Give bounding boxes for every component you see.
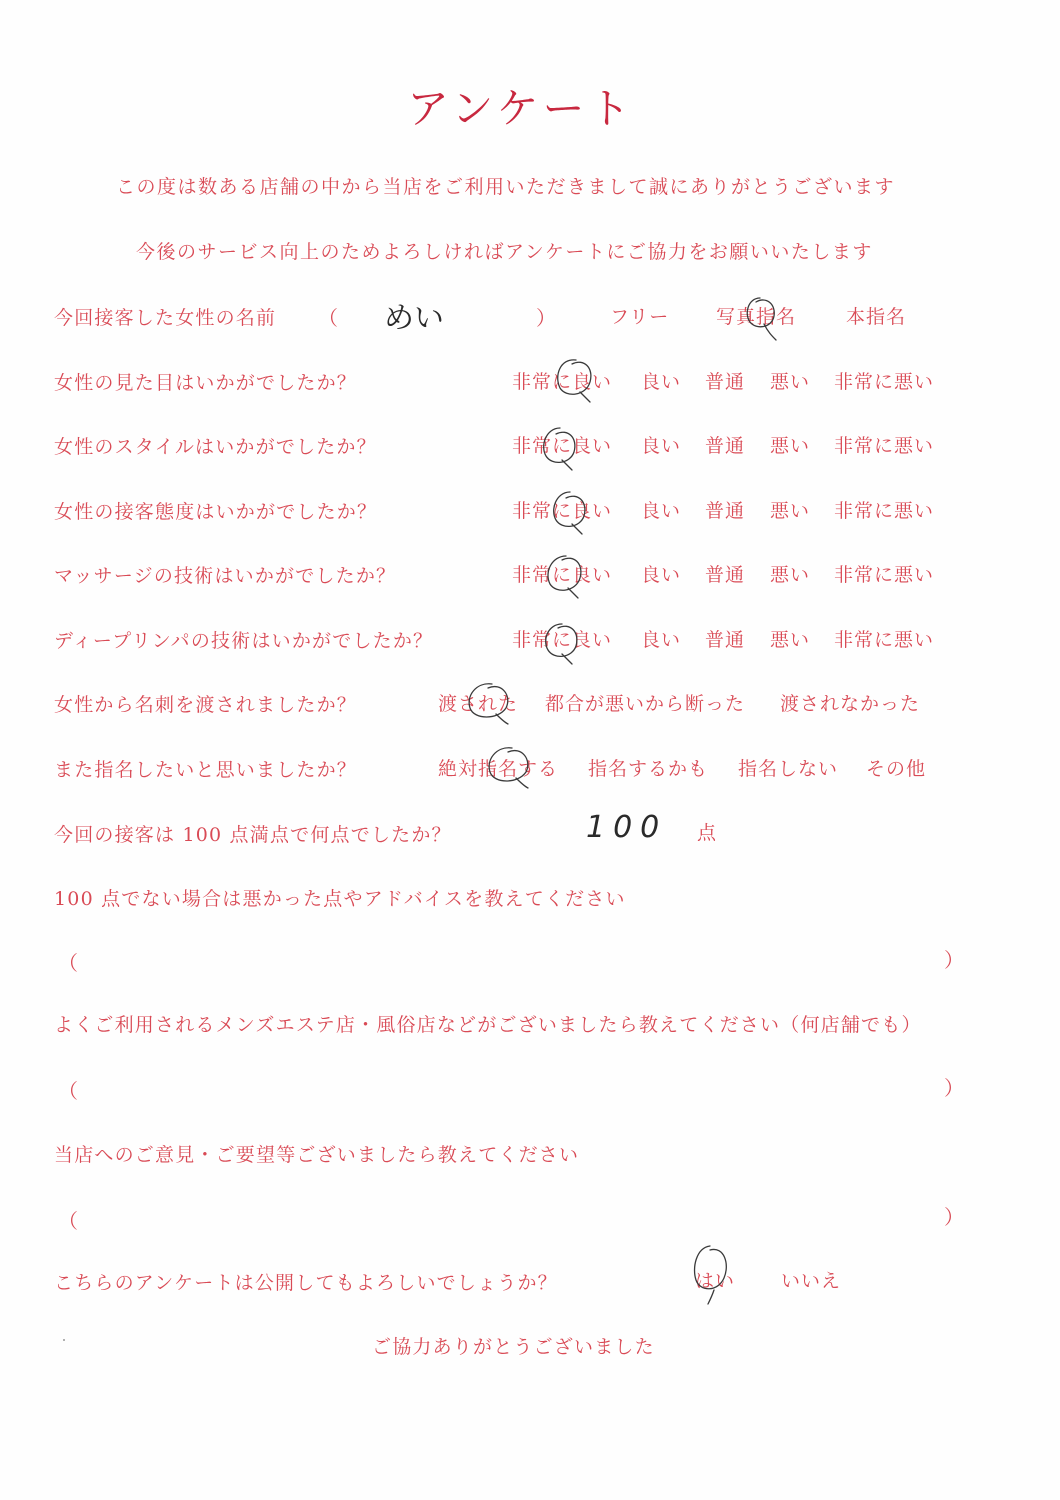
rating-option-bad[interactable]: 悪い: [770, 371, 811, 393]
shops-answer[interactable]: [90, 1075, 930, 1101]
score-answer[interactable]: 100: [586, 810, 668, 845]
intro-line-1: この度は数ある店舗の中から当店をご利用いただきまして誠にありがとうございます: [116, 176, 896, 198]
advice-answer[interactable]: [90, 947, 930, 973]
rating-question-label: 女性の接客態度はいかがでしたか？: [54, 501, 378, 523]
option-definitely[interactable]: 絶対指名する: [438, 758, 559, 780]
rating-option-good[interactable]: 良い: [641, 564, 682, 586]
intro-line-2: 今後のサービス向上のためよろしければアンケートにご協力をお願いいたします: [136, 241, 873, 263]
question-score-label: 今回の接客は 100 点満点で何点でしたか？: [54, 824, 452, 846]
option-other[interactable]: その他: [866, 758, 927, 780]
rating-option-very-good[interactable]: 非常に良い: [512, 500, 613, 522]
rating-option-very-bad[interactable]: 非常に悪い: [834, 500, 935, 522]
question-publish-label: こちらのアンケートは公開してもよろしいでしょうか？: [54, 1272, 558, 1294]
opinion-close-paren: ）: [944, 1205, 964, 1229]
rating-option-very-bad[interactable]: 非常に悪い: [834, 371, 935, 393]
question-advice-label: 100 点でない場合は悪かった点やアドバイスを教えてください: [54, 888, 626, 910]
name-answer[interactable]: めい: [384, 301, 444, 336]
option-not-received[interactable]: 渡されなかった: [780, 693, 921, 715]
option-regular-nomination[interactable]: 本指名: [846, 306, 907, 328]
hand-circle-mark: [742, 294, 782, 344]
rating-option-very-good[interactable]: 非常に良い: [512, 435, 613, 457]
rating-option-good[interactable]: 良い: [641, 371, 682, 393]
rating-question-label: 女性のスタイルはいかがでしたか？: [54, 436, 377, 458]
rating-option-very-good[interactable]: 非常に良い: [512, 629, 613, 651]
shops-close-paren: ）: [944, 1076, 964, 1100]
hand-circle-mark: [482, 744, 538, 790]
hand-circle-mark: [550, 356, 600, 406]
hand-circle-mark: [462, 680, 518, 726]
hand-circle-mark: [538, 618, 588, 668]
rating-question-label: マッサージの技術はいかがでしたか？: [54, 565, 397, 587]
rating-option-average[interactable]: 普通: [705, 371, 746, 393]
rating-option-good[interactable]: 良い: [641, 629, 682, 651]
hand-circle-mark: [540, 552, 590, 602]
rating-option-bad[interactable]: 悪い: [770, 500, 811, 522]
option-received[interactable]: 渡された: [438, 693, 519, 715]
rating-option-very-bad[interactable]: 非常に悪い: [834, 564, 935, 586]
score-unit: 点: [697, 822, 718, 844]
name-open-paren: （: [318, 306, 338, 330]
rating-option-average[interactable]: 普通: [705, 500, 746, 522]
closing-message: ご協力ありがとうございました: [372, 1336, 655, 1358]
rating-option-very-good[interactable]: 非常に良い: [512, 564, 613, 586]
page-title: アンケート: [407, 84, 635, 133]
opinion-open-paren: （: [58, 1209, 78, 1233]
option-free[interactable]: フリー: [610, 306, 670, 328]
option-no[interactable]: いいえ: [781, 1270, 842, 1292]
hand-circle-mark: [688, 1242, 734, 1306]
option-photo-nomination[interactable]: 写真指名: [716, 306, 797, 328]
rating-option-good[interactable]: 良い: [641, 435, 682, 457]
rating-option-good[interactable]: 良い: [641, 500, 682, 522]
option-declined[interactable]: 都合が悪いから断った: [545, 693, 746, 715]
rating-option-bad[interactable]: 悪い: [770, 564, 811, 586]
rating-option-average[interactable]: 普通: [705, 564, 746, 586]
option-no[interactable]: 指名しない: [738, 758, 839, 780]
rating-question-label: ディープリンパの技術はいかがでしたか？: [54, 630, 434, 652]
question-card-label: 女性から名刺を渡されましたか？: [54, 694, 358, 716]
hand-circle-mark: [546, 488, 596, 538]
rating-option-average[interactable]: 普通: [705, 435, 746, 457]
question-opinion-label: 当店へのご意見・ご要望等ございましたら教えてください: [54, 1144, 580, 1166]
rating-option-bad[interactable]: 悪い: [770, 435, 811, 457]
rating-option-very-bad[interactable]: 非常に悪い: [834, 435, 935, 457]
option-maybe[interactable]: 指名するかも: [588, 758, 709, 780]
stray-dot: [63, 1339, 65, 1341]
question-name-label: 今回接客した女性の名前: [54, 307, 277, 329]
question-shops-label: よくご利用されるメンズエステ店・風俗店などがございましたら教えてください（何店舗でも）: [54, 1014, 922, 1036]
rating-option-bad[interactable]: 悪い: [770, 629, 811, 651]
shops-open-paren: （: [58, 1079, 78, 1103]
rating-option-very-bad[interactable]: 非常に悪い: [834, 629, 935, 651]
rating-question-label: 女性の見た目はいかがでしたか？: [54, 372, 358, 394]
advice-open-paren: （: [58, 951, 78, 975]
question-again-label: また指名したいと思いましたか？: [54, 759, 358, 781]
rating-option-average[interactable]: 普通: [705, 629, 746, 651]
rating-option-very-good[interactable]: 非常に良い: [512, 371, 613, 393]
hand-circle-mark: [536, 424, 586, 474]
opinion-answer[interactable]: [90, 1205, 930, 1231]
option-yes[interactable]: はい: [695, 1270, 736, 1292]
name-close-paren: ）: [536, 306, 556, 330]
advice-close-paren: ）: [944, 948, 964, 972]
